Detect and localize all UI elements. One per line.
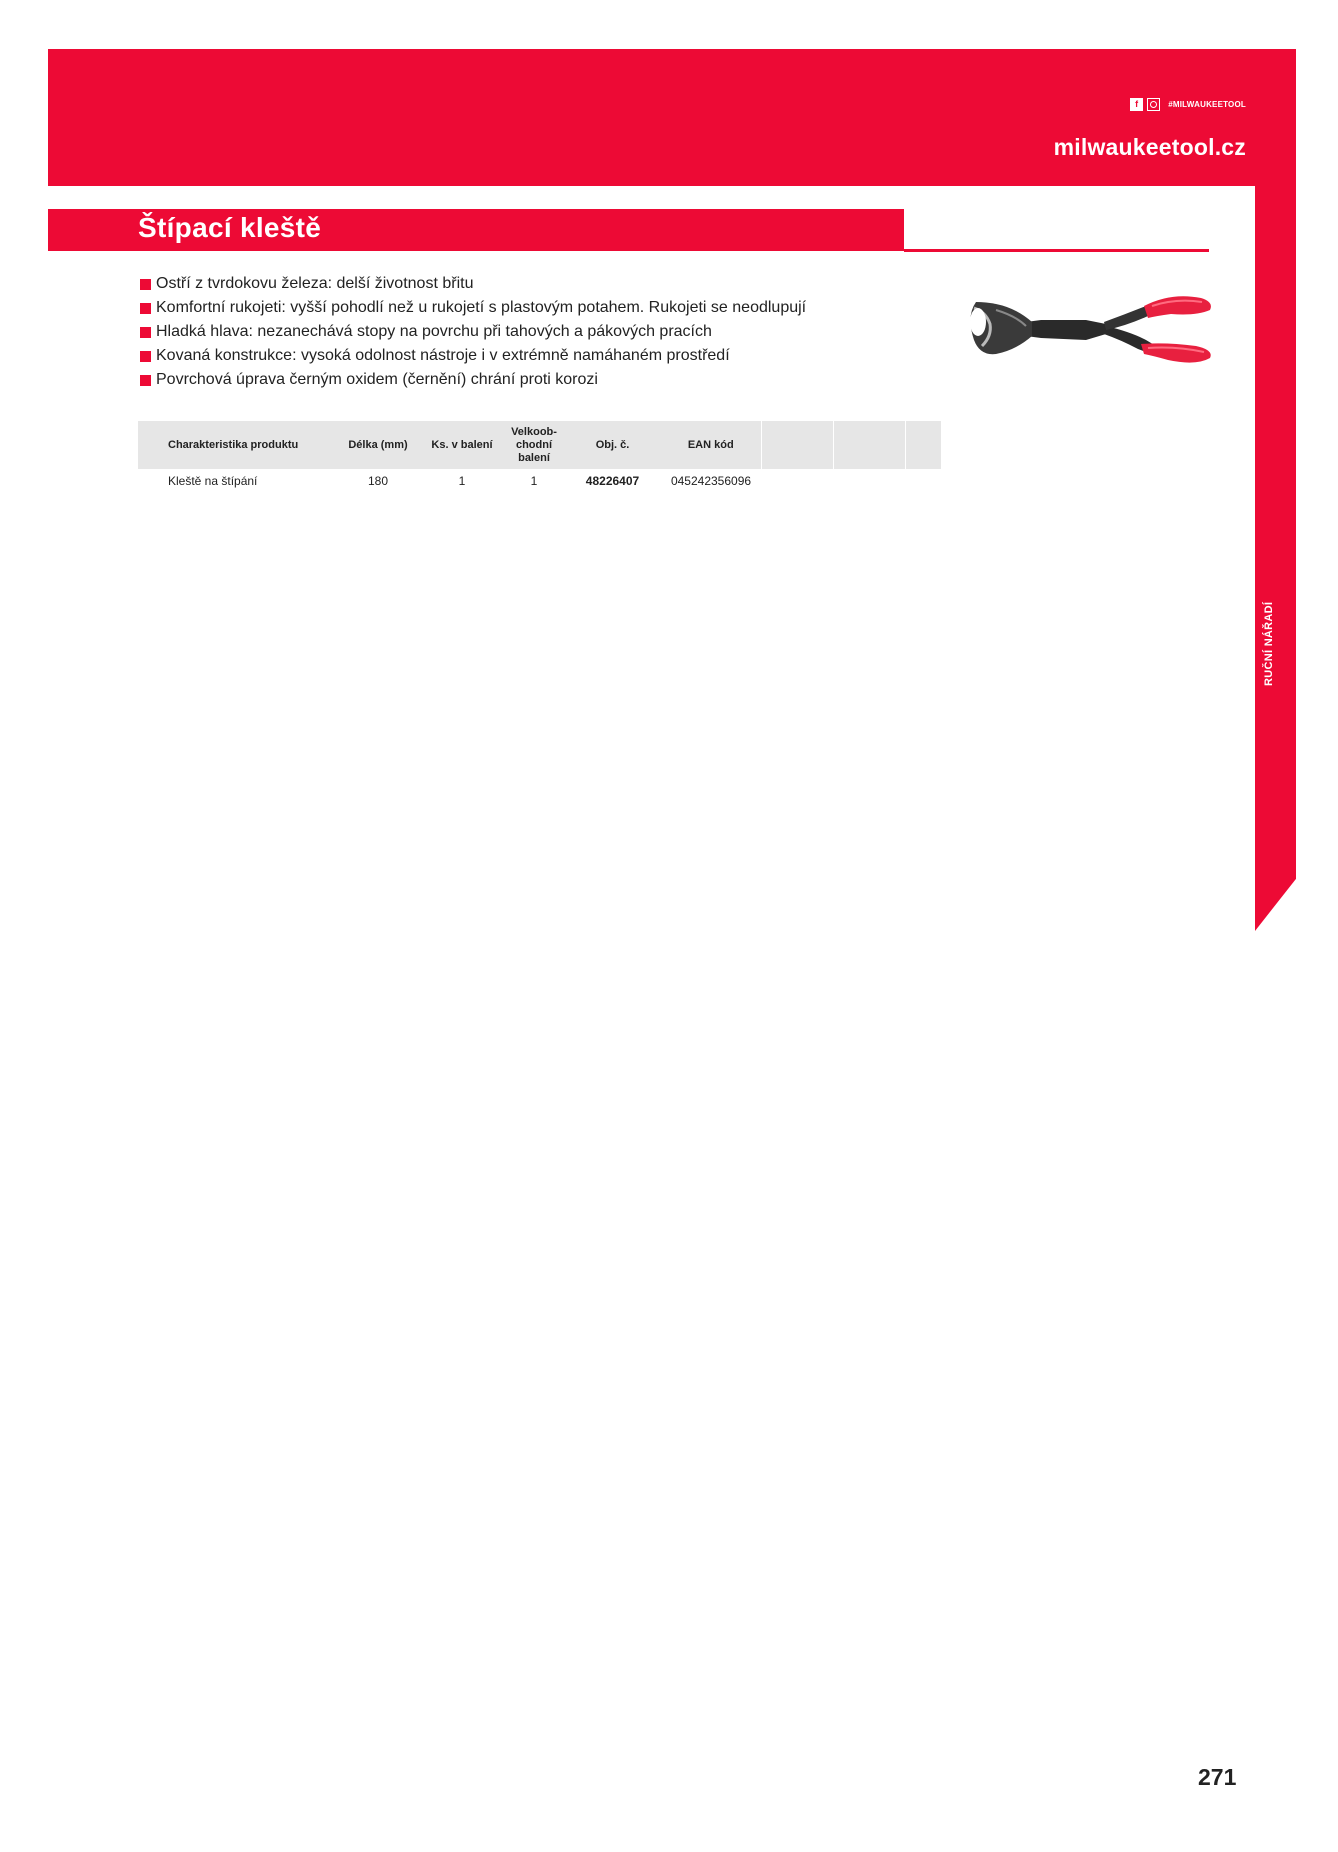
feature-item [140, 272, 806, 296]
table-cell: 48226407 [585, 474, 640, 488]
bullet-icon [140, 303, 151, 314]
bullet-icon [140, 327, 151, 338]
feature-item [140, 344, 806, 368]
table-cell: 1 [530, 474, 538, 488]
table-cell-empty [905, 469, 941, 493]
facebook-icon[interactable]: f [1130, 98, 1143, 111]
table-cell-empty [833, 469, 905, 493]
col-header-empty [833, 421, 905, 469]
feature-item [140, 320, 806, 344]
table-cell: Kleště na štípání [168, 474, 258, 488]
header-banner [48, 49, 1296, 186]
feature-text: Povrchová úprava černým oxidem (černění) chrání proti korozi [156, 371, 598, 388]
social-links [1130, 98, 1246, 111]
hashtag: #MILWAUKEETOOL [1168, 100, 1246, 109]
bullet-icon [140, 351, 151, 362]
feature-text: Hladká hlava: nezanechává stopy na povrchu při tahových a pákových pracích [156, 323, 712, 340]
sidebar-label: RUČNÍ NÁŘADÍ [1263, 601, 1275, 686]
col-header: Obj. č. [564, 421, 661, 469]
table-cell: 045242356096 [670, 474, 752, 488]
bullet-icon [140, 279, 151, 290]
col-header: Velkoob- chodní balení [504, 421, 564, 469]
spec-table [138, 421, 941, 493]
col-header: Ks. v balení [420, 421, 504, 469]
feature-item [140, 368, 806, 392]
col-header: Charakteristika produktu [138, 421, 336, 469]
table-cell: 180 [367, 474, 389, 488]
page-number: 271 [1198, 1764, 1237, 1790]
table-header-row [138, 421, 941, 469]
feature-text: Ostří z tvrdokovu železa: delší životnost břitu [156, 275, 474, 292]
col-header: Délka (mm) [336, 421, 420, 469]
table-row [138, 469, 941, 493]
title-rule [904, 249, 1209, 252]
col-header: EAN kód [661, 421, 761, 469]
bullet-icon [140, 375, 151, 386]
feature-item [140, 296, 806, 320]
instagram-icon[interactable] [1147, 98, 1160, 111]
section-sidebar-tab [1255, 186, 1296, 931]
table-cell-empty [761, 469, 833, 493]
feature-text: Kovaná konstrukce: vysoká odolnost nástroje i v extrémně namáhaném prostředí [156, 347, 730, 364]
table-cell: 1 [458, 474, 466, 488]
site-link[interactable]: milwaukeetool.cz [1053, 134, 1246, 160]
pliers-image [956, 294, 1212, 368]
page-title: Štípací kleště [138, 212, 322, 243]
col-header-empty [905, 421, 941, 469]
feature-list [140, 272, 806, 392]
feature-text: Komfortní rukojeti: vyšší pohodlí než u rukojetí s plastovým potahem. Rukojeti se neodlupují [156, 299, 807, 316]
col-header-empty [761, 421, 833, 469]
